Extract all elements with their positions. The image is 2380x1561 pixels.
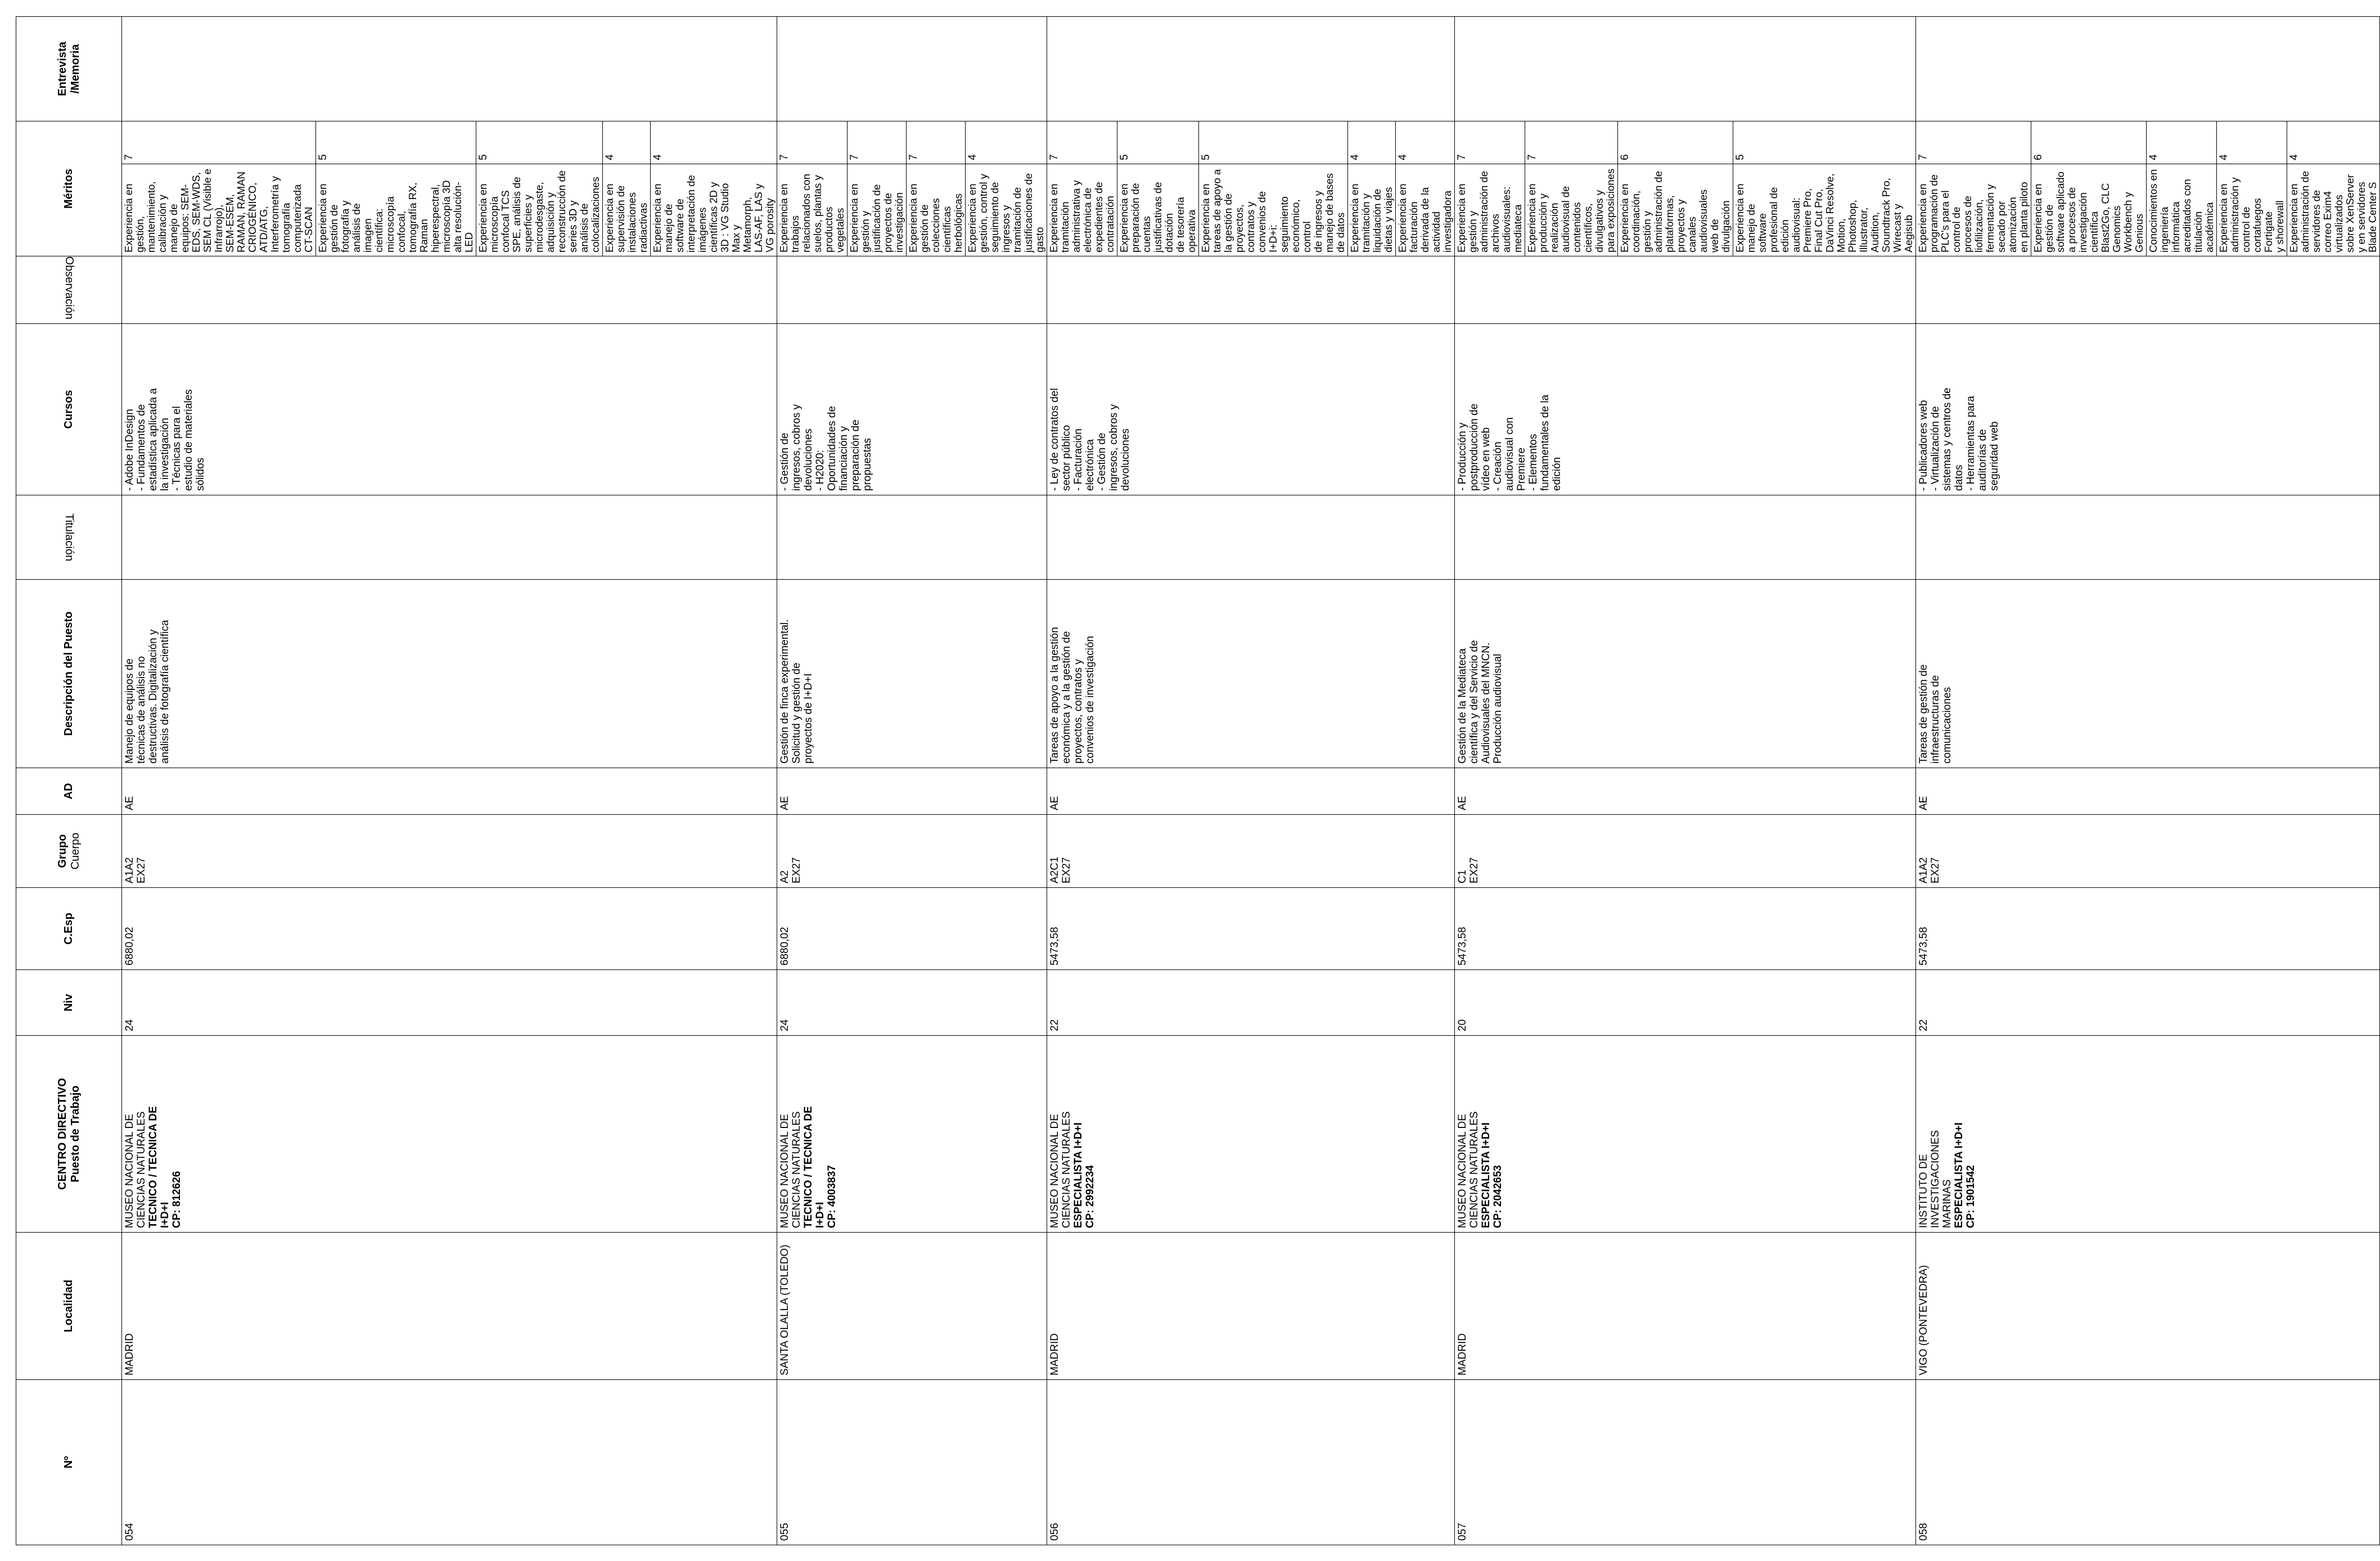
- centro-line: CIENCIAS NATURALES: [1468, 1111, 1480, 1228]
- curso-line: financiación y: [838, 426, 850, 491]
- merito-line: contratos y convenios de I+D+i: seguimiento económico, control: [1245, 191, 1313, 252]
- curso-line: Premiere: [1516, 447, 1527, 491]
- merito-line: imágenes científicas 2D y 3D : VG Studio Max y Metamorph,: [696, 182, 753, 252]
- cell-merito-score: 7: [1047, 121, 1117, 164]
- cell-num: 056: [1047, 1380, 1455, 1545]
- merito-line: virtualizados sobre XenServer y en servidores Blade Center S: [2333, 174, 2378, 252]
- descripcion-line: Gestión de la Mediateca: [1457, 648, 1468, 764]
- cell-merito-score: 4: [1396, 121, 1455, 164]
- cell-merito: [907, 164, 966, 256]
- curso-line: - Fundamentos de: [136, 404, 147, 491]
- descripcion-line: económica y a la gestión de: [1061, 631, 1072, 764]
- descripcion-line: Tareas de gestión de: [1918, 664, 1930, 764]
- curso-line: datos: [1953, 464, 1965, 491]
- puesto-line: TECNICO / TECNICA DE: [147, 1106, 159, 1228]
- merito-line: Experiencia en microscopía confocal TCS SPE, análisis de: [477, 177, 522, 252]
- cell-ad: AE: [122, 768, 777, 815]
- centro-line: CIENCIAS NATURALES: [136, 1111, 147, 1228]
- cell-cursos: [777, 324, 1047, 495]
- header-niv: Niv: [16, 970, 122, 1036]
- header-entrevista: Entrevista /Memoria: [16, 17, 122, 121]
- merito-line: titulación académica: [2192, 202, 2215, 252]
- cell-num: 057: [1455, 1380, 1916, 1545]
- merito-line: Wirecast y Aegisub: [1891, 204, 1914, 252]
- cell-merito-score: 4: [603, 121, 651, 164]
- cell-merito-score: 7: [1916, 121, 2031, 164]
- curso-line: - Facturación: [1072, 428, 1084, 491]
- curso-line: - Ley de contratos del: [1049, 388, 1061, 491]
- header-row: [16, 17, 122, 1545]
- cell-merito: [1916, 164, 2031, 256]
- cell-localidad: MADRID: [122, 1233, 777, 1380]
- cell-grupo: [122, 815, 777, 888]
- curso-line: postproducción de: [1468, 403, 1480, 491]
- cell-cursos: [1047, 324, 1455, 495]
- cell-observacion: [1916, 256, 2380, 324]
- descripcion-line: Gestión de finca experimental.: [779, 619, 791, 764]
- merito-line: Experiencia en trabajos relacionados con suelos, plantas y: [778, 174, 823, 252]
- header-localidad: Localidad: [16, 1233, 122, 1380]
- grupo-value: A2: [779, 870, 791, 883]
- centro-line: INSTITUTO DE: [1918, 1154, 1930, 1228]
- merito-line: investigadora: [1441, 190, 1453, 252]
- merito-line: Experiencia en gestión y administración de archivos: [1455, 171, 1501, 252]
- cell-niv: 22: [1047, 970, 1455, 1036]
- puesto-line: ESPECIALISTA I+D+I: [1480, 1122, 1492, 1228]
- merito-line: Experiencia en programación de PLC's para el control de: [1917, 174, 1962, 252]
- header-titulacion: Titulación: [16, 495, 122, 580]
- descripcion-line: análisis de fotografía científica: [159, 620, 171, 764]
- descripcion-line: Audiovisuales del MNCN.: [1480, 642, 1492, 764]
- descripcion-line: Producción audiovisual: [1492, 653, 1504, 764]
- cell-ad: AE: [777, 768, 1047, 815]
- cell-merito: [2217, 164, 2287, 256]
- cell-merito: [316, 164, 476, 256]
- cell-niv: 24: [777, 970, 1047, 1036]
- puesto-line: I+D+I: [814, 1202, 826, 1228]
- cell-observacion: [122, 256, 777, 324]
- merito-line: procesos de liofilización, fermentación y secado por atomización: [1962, 184, 2018, 252]
- cell-merito: [848, 164, 907, 256]
- cell-titulacion: [1916, 495, 2380, 580]
- cell-entrevista: [1455, 17, 1916, 121]
- descripcion-line: infraestructuras de: [1930, 675, 1941, 764]
- cell-cursos: [122, 324, 777, 495]
- merito-line: Experiencia en administración y control de cortafuegos Fortigate: [2217, 177, 2274, 252]
- descripcion-line: Manejo de equipos de: [124, 658, 136, 764]
- cell-niv: 24: [122, 970, 777, 1036]
- centro-line: INVESTIGACIONES: [1930, 1130, 1941, 1228]
- descripcion-line: científica y del Servicio de: [1468, 640, 1480, 764]
- cell-merito-score: 5: [1117, 121, 1199, 164]
- table-body: [122, 17, 2380, 1545]
- cell-merito-score: 7: [1455, 121, 1525, 164]
- puesto-line: TECNICO / TECNICA DE: [803, 1106, 814, 1228]
- merito-line: Conocimientos en ingeniería informática acreditados con: [2147, 169, 2193, 252]
- curso-line: vídeo en web: [1480, 427, 1492, 491]
- cell-grupo: [777, 815, 1047, 888]
- centro-line: MUSEO NACIONAL DE: [124, 1113, 136, 1228]
- cell-entrevista: [1047, 17, 1455, 121]
- cell-merito-score: 7: [848, 121, 907, 164]
- descripcion-line: Tareas de apoyo a la gestión: [1049, 627, 1061, 764]
- merito-line: científica: microscopía confocal, tomografía RX, Raman: [373, 182, 430, 252]
- cell-merito: [777, 164, 848, 256]
- merito-line: Experiencia en gestión y justificación de proyectos de: [848, 183, 894, 252]
- merito-line: Experiencia en producción y realización audiovisual de: [1526, 183, 1571, 252]
- curso-line: - H2020:: [814, 450, 826, 491]
- merito-line: superficies y microdesgaste, adquisición y reconstrucción de: [522, 170, 567, 252]
- job-positions-table: [16, 16, 2380, 1545]
- merito-line: Genious: [2133, 214, 2145, 252]
- cell-merito: [1117, 164, 1199, 256]
- cell-observacion: [777, 256, 1047, 324]
- curso-line: - Creación: [1492, 441, 1504, 491]
- cell-merito-score: 7: [907, 121, 966, 164]
- descripcion-line: Solicitud y gestión de: [791, 662, 803, 764]
- curso-line: preparación de: [850, 419, 862, 491]
- descripcion-line: destructivas. Digitalización y: [147, 629, 159, 764]
- cell-niv: 20: [1455, 970, 1916, 1036]
- cell-localidad: MADRID: [1455, 1233, 1916, 1380]
- cell-merito-score: 6: [2031, 121, 2147, 164]
- cell-merito: [2031, 164, 2147, 256]
- merito-line: Experiencia en gestión de colecciones científicas herbológicas: [907, 183, 964, 252]
- cell-merito: [2147, 164, 2217, 256]
- merito-line: Experiencia en manejo de software profesional de edición: [1734, 183, 1791, 252]
- table-row: [1916, 17, 2031, 1545]
- centro-line: MUSEO NACIONAL DE: [1049, 1113, 1061, 1228]
- cell-cesp: 5473,58: [1916, 888, 2380, 970]
- merito-line: equipos: SEM-EDS, SEM-WDS, SEM CL (Visible e Infrarrojo),: [179, 168, 224, 252]
- merito-line: Experiencia en supervisión de instalaciones radiactivas: [603, 183, 649, 252]
- cell-merito-score: 7: [1525, 121, 1618, 164]
- grupo-value: C1: [1457, 869, 1468, 883]
- merito-line: productos vegetales: [823, 206, 846, 252]
- cell-merito: [476, 164, 603, 256]
- descripcion-line: proyectos de I+D+I: [803, 673, 814, 764]
- cuerpo-value: EX27: [1468, 857, 1480, 883]
- header-ad: AD: [16, 768, 122, 815]
- cell-descripcion: [1455, 580, 1916, 768]
- centro-line: CIENCIAS NATURALES: [791, 1111, 803, 1228]
- cell-observacion: [1047, 256, 1455, 324]
- cell-grupo: [1916, 815, 2380, 888]
- cell-localidad: VIGO (PONTEVEDRA): [1916, 1233, 2380, 1380]
- curso-line: seguridad web: [1989, 421, 2000, 491]
- curso-line: estudio de materiales: [183, 389, 195, 491]
- cell-merito: [966, 164, 1047, 256]
- cell-grupo: [1455, 815, 1916, 888]
- curso-line: auditorías de: [1977, 429, 1989, 491]
- cell-merito-score: 5: [316, 121, 476, 164]
- table-row: [1047, 17, 1117, 1545]
- cell-merito: [1618, 164, 1733, 256]
- centro-line: MUSEO NACIONAL DE: [779, 1113, 791, 1228]
- merito-line: Experiencia en facturación derivada de la actividad: [1396, 183, 1442, 252]
- puesto-line: ESPECIALISTA I+D+I: [1953, 1122, 1965, 1228]
- cell-merito: [1525, 164, 1618, 256]
- cell-cesp: 5473,58: [1047, 888, 1455, 970]
- cell-merito: [603, 164, 651, 256]
- centro-line: MARINAS: [1941, 1179, 1953, 1228]
- merito-line: Interferometría y tomografía computerizada CT-SCAN: [269, 176, 314, 252]
- cell-observacion: [1455, 256, 1916, 324]
- cell-merito-score: 4: [2217, 121, 2287, 164]
- cell-ad: AE: [1455, 768, 1916, 815]
- cell-cesp: 6880,02: [122, 888, 777, 970]
- puesto-line: I+D+I: [159, 1202, 171, 1228]
- merito-line: Experiencia en gestión de fotografía y análisis de imagen: [317, 183, 373, 252]
- cell-cursos: [1916, 324, 2380, 495]
- merito-line: Motion, Photoshop, Illustrator, Audition, Soundtrack Pro,: [1835, 178, 1892, 252]
- cell-merito: [1396, 164, 1455, 256]
- merito-line: contenidos científicos, divulgativos y para exposiciones: [1571, 168, 1616, 252]
- cell-descripcion: [777, 580, 1047, 768]
- cell-merito: [651, 164, 777, 256]
- curso-line: sólidos: [195, 457, 206, 491]
- merito-line: en planta piloto: [2018, 182, 2030, 252]
- cell-cesp: 6880,02: [777, 888, 1047, 970]
- header-num: Nº: [16, 1380, 122, 1545]
- cell-niv: 22: [1916, 970, 2380, 1036]
- cell-merito-score: 5: [1199, 121, 1348, 164]
- cell-merito: [1348, 164, 1396, 256]
- cell-entrevista: [122, 17, 777, 121]
- cell-merito: [1455, 164, 1525, 256]
- cell-centro: [777, 1036, 1047, 1233]
- curso-line: sector público: [1061, 425, 1072, 491]
- curso-line: - Técnicas para el: [171, 406, 183, 491]
- cell-num: 058: [1916, 1380, 2380, 1545]
- cell-merito: [1733, 164, 1916, 256]
- curso-line: la investigación: [159, 418, 171, 491]
- cell-merito: [122, 164, 316, 256]
- cell-merito-score: 7: [777, 121, 848, 164]
- header-grupo: Grupo Cuerpo: [16, 815, 122, 888]
- cuerpo-value: EX27: [136, 857, 147, 883]
- table-row: [1455, 17, 1525, 1545]
- merito-line: Experiencia en tareas de apoyo a la gestión de proyectos,: [1200, 169, 1245, 252]
- curso-line: - Virtualización de: [1930, 406, 1941, 491]
- curso-line: - Publicadores web: [1918, 400, 1930, 491]
- cell-localidad: MADRID: [1047, 1233, 1455, 1380]
- cp-code: CP: 2042653: [1492, 1165, 1504, 1228]
- cp-code: CP: 4003837: [826, 1165, 838, 1228]
- cell-centro: [1455, 1036, 1916, 1233]
- header-descripcion: Descripción del Puesto: [16, 580, 122, 768]
- merito-line: hiperespectral, microscopía 3D alta resolución-LED: [429, 180, 475, 252]
- curso-line: propuestas: [862, 437, 873, 491]
- cell-titulacion: [777, 495, 1047, 580]
- merito-line: Experiencia en coordinación, gestión y administración de: [1619, 171, 1664, 252]
- curso-line: - Elementos: [1527, 434, 1539, 491]
- cell-centro: [122, 1036, 777, 1233]
- centro-line: MUSEO NACIONAL DE: [1457, 1113, 1468, 1228]
- cell-cesp: 5473,58: [1455, 888, 1916, 970]
- curso-line: sistemas y centros de: [1941, 387, 1953, 491]
- header-centro: CENTRO DIRECTIVO Puesto de Trabajo: [16, 1036, 122, 1233]
- cell-num: 054: [122, 1380, 777, 1545]
- merito-line: plataformas, proyectos y canales audiovisuales web de: [1664, 189, 1720, 252]
- cell-ad: AE: [1916, 768, 2380, 815]
- merito-line: expedientes de contratación: [1093, 182, 1116, 252]
- cell-merito-score: 4: [2287, 121, 2380, 164]
- merito-line: Experiencia en administración de servidores de correo Exim4: [2288, 171, 2333, 252]
- cuerpo-value: EX27: [1061, 857, 1072, 883]
- cell-descripcion: [1047, 580, 1455, 768]
- cell-localidad: SANTA OLALLA (TOLEDO): [777, 1233, 1047, 1380]
- cell-merito: [2287, 164, 2380, 256]
- cell-titulacion: [1455, 495, 1916, 580]
- curso-line: devoluciones: [1120, 428, 1132, 491]
- curso-line: audiovisual con: [1504, 417, 1516, 491]
- cp-code: CP: 2992234: [1084, 1165, 1096, 1228]
- header-cursos: Cursos: [16, 324, 122, 495]
- curso-line: - Gestión de: [1096, 432, 1108, 491]
- cell-merito-score: 4: [651, 121, 777, 164]
- merito-line: Experiencia en preparación de cuentas justificativas de dotación: [1118, 182, 1175, 252]
- grupo-value: A1A2: [124, 857, 136, 883]
- descripcion-line: técnicas de análisis no: [136, 656, 147, 764]
- cell-merito-score: 4: [1348, 121, 1396, 164]
- merito-line: Experiencia en gestión, control y seguimiento de ingresos y: [966, 174, 1012, 252]
- merito-line: Experiencia en tramitación administrativa y electrónica de: [1048, 180, 1093, 252]
- centro-line: CIENCIAS NATURALES: [1061, 1111, 1072, 1228]
- curso-line: ingresos, cobros y: [1108, 404, 1120, 491]
- merito-line: Experiencia en gestión, mantenimiento, calibración y manejo de: [123, 181, 179, 252]
- cuerpo-value: EX27: [1930, 857, 1941, 883]
- cell-merito-score: 6: [1618, 121, 1733, 164]
- cell-merito: [1199, 164, 1348, 256]
- cell-merito-score: 4: [966, 121, 1047, 164]
- puesto-line: ESPECIALISTA I+D+I: [1072, 1122, 1084, 1228]
- cell-merito-score: 5: [1733, 121, 1916, 164]
- merito-line: LAS-AF, LAS y VG porosity: [752, 183, 776, 252]
- cell-centro: [1047, 1036, 1455, 1233]
- cell-grupo: [1047, 815, 1455, 888]
- curso-line: - Producción y: [1457, 422, 1468, 491]
- curso-line: - Adobe InDesign: [124, 409, 136, 491]
- curso-line: fundamentales de la: [1539, 394, 1551, 491]
- merito-line: audiovisual: Premiere Pro, Final Cut Pro, DaVinci Resolve,: [1790, 173, 1836, 252]
- descripcion-line: convenios de investigación: [1084, 635, 1096, 764]
- cell-centro: [1916, 1036, 2380, 1233]
- merito-line: audiovisuales: mediateca: [1500, 186, 1523, 252]
- merito-line: de ingresos y manejo de bases de datos: [1312, 173, 1346, 252]
- cell-titulacion: [122, 495, 777, 580]
- cell-titulacion: [1047, 495, 1455, 580]
- merito-line: Experiencia en manejo de software de interpretación de: [651, 175, 697, 252]
- cell-entrevista: [1916, 17, 2380, 121]
- cell-entrevista: [777, 17, 1047, 121]
- cp-code: CP: 1901542: [1965, 1165, 1977, 1228]
- cell-merito-score: 7: [122, 121, 316, 164]
- header-meritos: Méritos: [16, 121, 122, 256]
- curso-line: - Herramientas para: [1965, 396, 1977, 491]
- table-row: [777, 17, 848, 1545]
- cell-cursos: [1455, 324, 1916, 495]
- merito-line: de tesorería operativa: [1174, 197, 1197, 252]
- cell-descripcion: [122, 580, 777, 768]
- cuerpo-value: EX27: [791, 857, 803, 883]
- descripcion-line: proyectos, contratos y: [1072, 659, 1084, 764]
- curso-line: devoluciones: [803, 428, 814, 491]
- cp-code: CP: 812626: [171, 1171, 183, 1228]
- merito-line: Experiencia en gestión de software aplicado a procesos de: [2032, 172, 2077, 252]
- merito-line: investigación científica Blast2Go, CLC Genomics Workbench y: [2077, 183, 2134, 252]
- table-row: [122, 17, 316, 1545]
- merito-line: divulgación: [1720, 200, 1732, 252]
- merito-line: Experiencia en tramitación y liquidación de dietas y viajes: [1349, 183, 1394, 252]
- curso-line: electrónica: [1084, 439, 1096, 491]
- grupo-value: A1A2: [1918, 857, 1930, 883]
- curso-line: ingresos, cobros y: [791, 404, 803, 491]
- merito-line: y shorewall: [2274, 200, 2286, 252]
- descripcion-line: comunicaciones: [1941, 687, 1953, 764]
- merito-line: tramitación de justificaciones de gasto: [1011, 173, 1045, 252]
- cell-num: 055: [777, 1380, 1047, 1545]
- cell-merito: [1047, 164, 1117, 256]
- curso-line: edición: [1551, 457, 1563, 491]
- grupo-value: A2C1: [1049, 856, 1061, 883]
- merito-line: series 3D y análisis de colocalizaciones: [567, 177, 601, 252]
- cell-merito-score: 5: [476, 121, 603, 164]
- curso-line: - Gestión de: [779, 432, 791, 491]
- header-cesp: C.Esp: [16, 888, 122, 970]
- header-observacion: Observación: [16, 256, 122, 324]
- merito-line: SEM-ESEM, RAMAN, RAMAN CRIOGÉNICO, ATD/ATG,: [224, 172, 269, 252]
- cell-ad: AE: [1047, 768, 1455, 815]
- merito-line: investigación: [893, 192, 905, 252]
- cell-descripcion: [1916, 580, 2380, 768]
- curso-line: Oportunidades de: [826, 405, 838, 491]
- cell-merito-score: 4: [2147, 121, 2217, 164]
- curso-line: estadística aplicada a: [147, 388, 159, 491]
